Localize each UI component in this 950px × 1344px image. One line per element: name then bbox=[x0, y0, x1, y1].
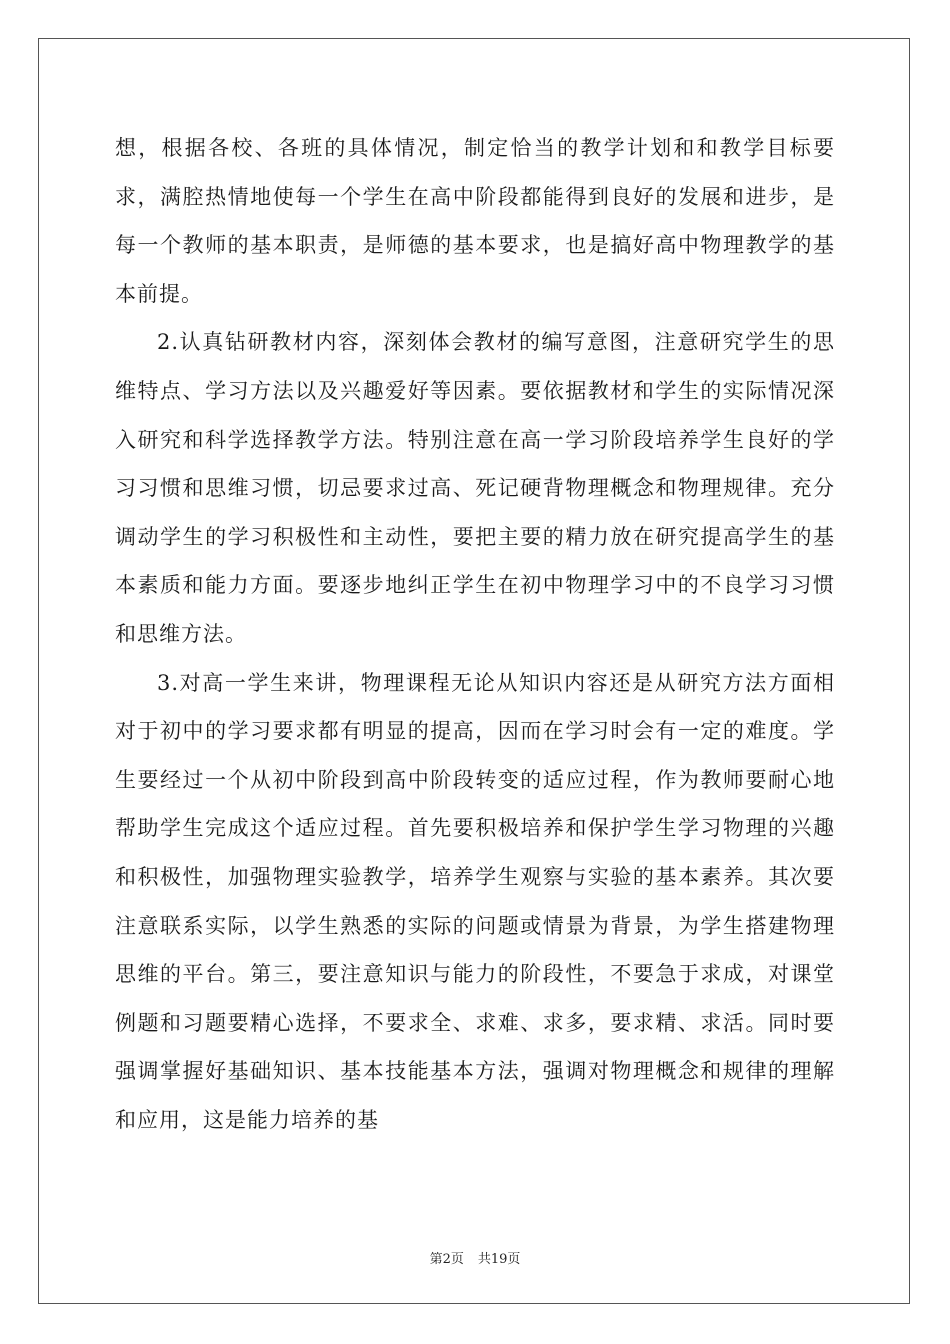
paragraph-item-2: 2.认真钻研教材内容，深刻体会教材的编写意图，注意研究学生的思维特点、学习方法以及兴趣爱好等因素。要依据教材和学生的实际情况深入研究和科学选择教学方法。特别注意在高一学习阶段培养学生良好的学习习惯和思维习惯，切忌要求过高、死记硬背物理概念和物理规律。充分调动学生的学习积极性和主动性，要把主要的精力放在研究提高学生的基本素质和能力方面。要逐步地纠正学生在初中物理学习中的不良学习习惯和思维方法。 bbox=[115, 330, 835, 646]
page-total: 共19页 bbox=[477, 1252, 521, 1267]
page-number: 第2页 bbox=[429, 1252, 464, 1267]
document-body bbox=[115, 124, 835, 1144]
paragraph-item-3: 3.对高一学生来讲，物理课程无论从知识内容还是从研究方法方面相对于初中的学习要求都有明显的提高，因而在学习时会有一定的难度。学生要经过一个从初中阶段到高中阶段转变的适应过程，作为教师要耐心地帮助学生完成这个适应过程。首先要积极培养和保护学生学习物理的兴趣和积极性，加强物理实验教学，培养学生观察与实验的基本素养。其次要注意联系实际，以学生熟悉的实际的问题或情景为背景，为学生搭建物理思维的平台。第三，要注意知识与能力的阶段性，不要急于求成，对课堂例题和习题要精心选择，不要求全、求难、求多，要求精、求活。同时要强调掌握好基础知识、基本技能基本方法，强调对物理概念和规律的理解和应用，这是能力培养的基 bbox=[115, 670, 835, 1132]
page-footer bbox=[0, 1248, 950, 1267]
paragraph-continuation: 想，根据各校、各班的具体情况，制定恰当的教学计划和和教学目标要求，满腔热情地使每一个学生在高中阶段都能得到良好的发展和进步，是每一个教师的基本职责，是师德的基本要求，也是搞好高中物理教学的基本前提。 bbox=[115, 136, 835, 306]
